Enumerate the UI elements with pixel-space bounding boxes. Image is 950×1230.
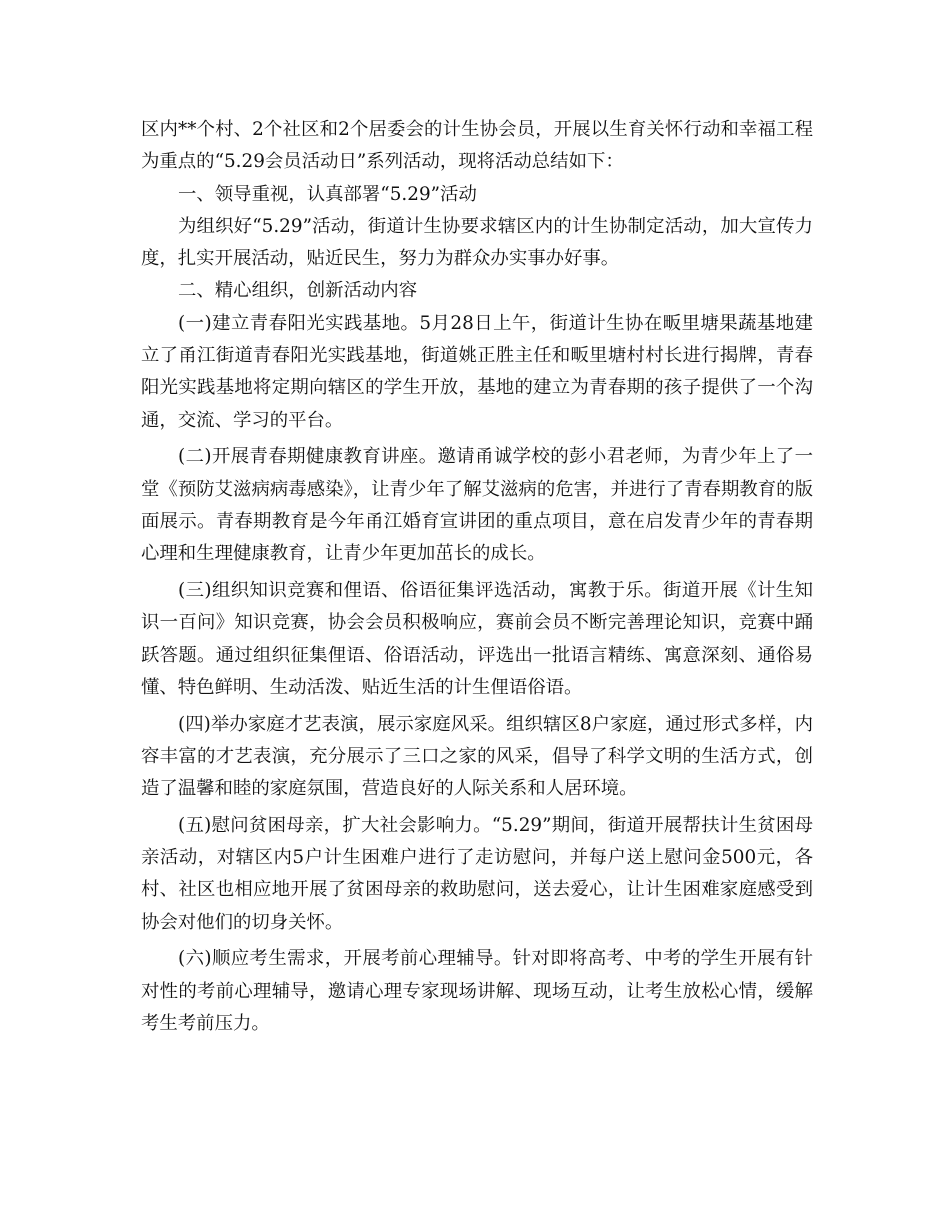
item-5-paragraph: (五)慰问贫困母亲，扩大社会影响力。“5.29”期间，街道开展帮扶计生贫困母亲活动，对辖区内5户计生困难户进行了走访慰问，并每户送上慰问金500元，各村、社区也相应地开展了贫困母亲的救助慰问，送去爱心，让计生困难家庭感受到协会对他们的切身关怀。 — [141, 814, 813, 933]
item-4-paragraph: (四)举办家庭才艺表演，展示家庭风采。组织辖区8户家庭，通过形式多样，内容丰富的才艺表演，充分展示了三口之家的风采，倡导了科学文明的生活方式，创造了温馨和睦的家庭氛围，营造良好的人际关系和人居环境。 — [141, 713, 813, 800]
item-2-paragraph: (二)开展青春期健康教育讲座。邀请甬诚学校的彭小君老师，为青少年上了一堂《预防艾滋病病毒感染》，让青少年了解艾滋病的危害，并进行了青春期教育的版面展示。青春期教育是今年甬江婚育宣讲团的重点项目，意在启发青少年的青春期心理和生理健康教育，让青少年更加茁长的成长。 — [141, 446, 813, 565]
section-heading-2: 二、精心组织，创新活动内容 — [178, 280, 418, 302]
section-heading-1: 一、领导重视，认真部署“5.29”活动 — [178, 183, 477, 205]
section-1-paragraph: 为组织好“5.29”活动，街道计生协要求辖区内的计生协制定活动，加大宣传力度，扎实开展活动，贴近民生，努力为群众办实事办好事。 — [141, 215, 813, 270]
item-6-paragraph: (六)顺应考生需求，开展考前心理辅导。针对即将高考、中考的学生开展有针对性的考前心理辅导，邀请心理专家现场讲解、现场互动，让考生放松心情，缓解考生考前压力。 — [141, 948, 813, 1034]
document-page — [141, 114, 813, 1040]
item-3-paragraph: (三)组织知识竞赛和俚语、俗语征集评选活动，寓教于乐。街道开展《计生知识一百问》知识竞赛，协会会员积极响应，赛前会员不断完善理论知识，竞赛中踊跃答题。通过组织征集俚语、俗语活动，评选出一批语言精练、寓意深刻、通俗易懂、特色鲜明、生动活泼、贴近生活的计生俚语俗语。 — [141, 579, 813, 698]
intro-paragraph: 区内**个村、2个社区和2个居委会的计生协会员，开展以生育关怀行动和幸福工程为重点的“5.29会员活动日”系列活动，现将活动总结如下： — [141, 119, 813, 173]
item-1-paragraph: (一)建立青春阳光实践基地。5月28日上午，街道计生协在畈里塘果蔬基地建立了甬江街道青春阳光实践基地，街道姚正胜主任和畈里塘村村长进行揭牌，青春阳光实践基地将定期向辖区的学生开放，基地的建立为青春期的孩子提供了一个沟通，交流、学习的平台。 — [141, 312, 813, 431]
